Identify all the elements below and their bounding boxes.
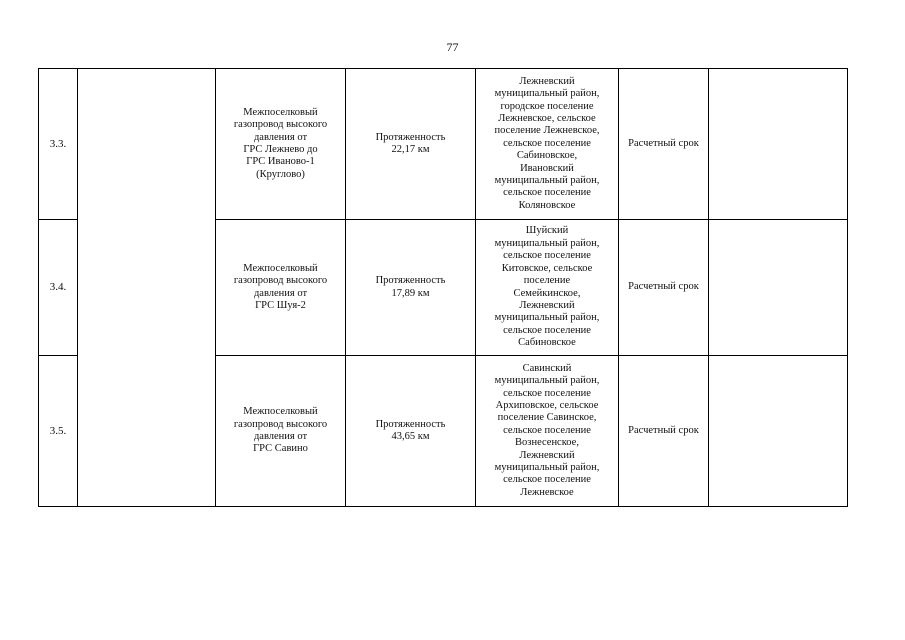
location-description: Савинский муниципальный район, сельское поселение Архиповское, сельское поселение Савинское, сельское поселение Вознесенское, Лежневский муниципальный район, сельское поселение Лежневское bbox=[476, 356, 619, 507]
object-name: Межпоселковый газопровод высокого давления от ГРС Лежнево до ГРС Иваново-1 (Круглово) bbox=[216, 69, 346, 220]
object-name: Межпоселковый газопровод высокого давления от ГРС Савино bbox=[216, 356, 346, 507]
extra-cell bbox=[709, 220, 848, 356]
extra-cell bbox=[709, 356, 848, 507]
row-number: 3.5. bbox=[39, 356, 78, 507]
object-name: Межпоселковый газопровод высокого давления от ГРС Шуя-2 bbox=[216, 220, 346, 356]
merged-empty-cell bbox=[78, 69, 216, 507]
location-description: Лежневский муниципальный район, городское поселение Лежневское, сельское поселение Лежневское, сельское поселение Сабиновское, Ивановский муниципальный район, сельское поселение Коляновское bbox=[476, 69, 619, 220]
extra-cell bbox=[709, 69, 848, 220]
table-row bbox=[39, 69, 848, 220]
location-description: Шуйский муниципальный район, сельское поселение Китовское, сельское поселение Семейкинское, Лежневский муниципальный район, сельское поселение Сабиновское bbox=[476, 220, 619, 356]
pipeline-length: Протяженность 43,65 км bbox=[346, 356, 476, 507]
row-number: 3.4. bbox=[39, 220, 78, 356]
implementation-term: Расчетный срок bbox=[619, 356, 709, 507]
pipeline-length: Протяженность 17,89 км bbox=[346, 220, 476, 356]
gas-pipeline-table bbox=[38, 68, 848, 507]
pipeline-length: Протяженность 22,17 км bbox=[346, 69, 476, 220]
row-number: 3.3. bbox=[39, 69, 78, 220]
implementation-term: Расчетный срок bbox=[619, 69, 709, 220]
implementation-term: Расчетный срок bbox=[619, 220, 709, 356]
page-number: 77 bbox=[446, 40, 459, 54]
